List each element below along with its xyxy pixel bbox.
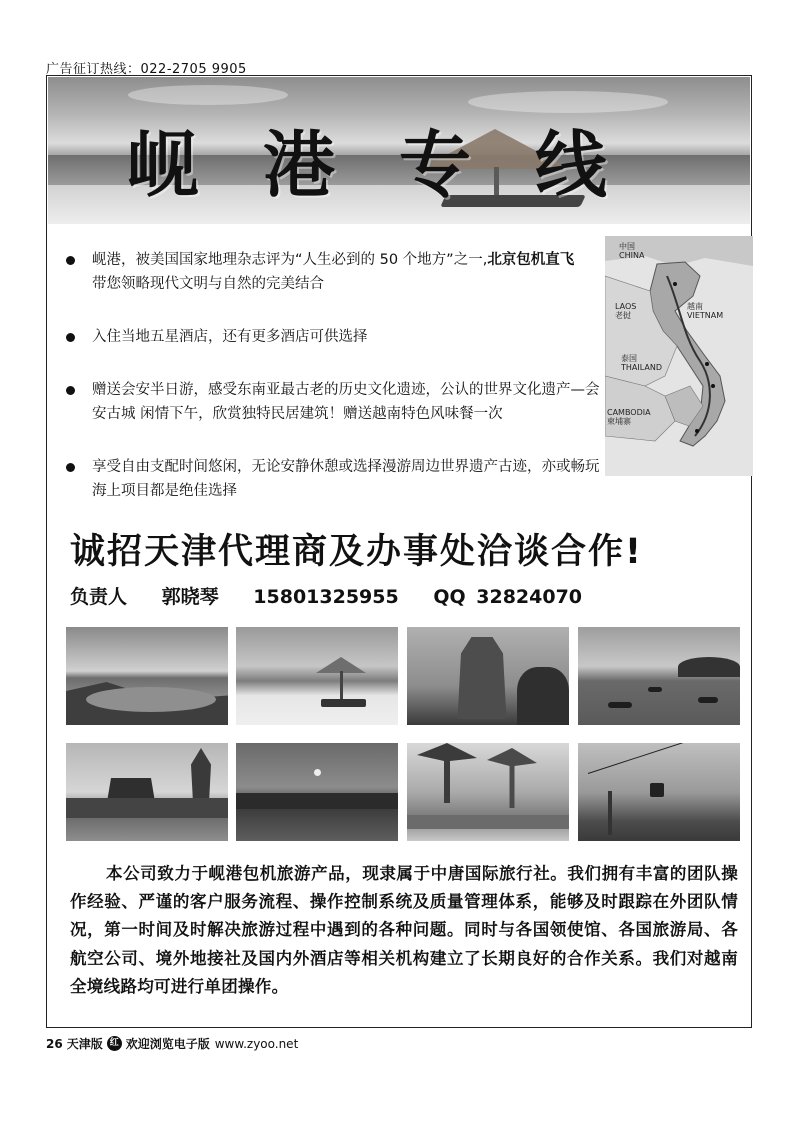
photo-palm-resort — [407, 743, 569, 841]
map-label-vietnam: 越南 VIETNAM — [687, 302, 724, 320]
bullet-icon — [66, 463, 75, 472]
contact-phone: 15801325955 — [253, 586, 399, 608]
feature-highlight: 北京包机直飞 — [487, 252, 575, 268]
photo-bay — [66, 627, 228, 725]
map-label-laos: LAOS 老挝 — [615, 302, 637, 320]
website-link[interactable]: www.zyoo.net — [214, 1036, 299, 1051]
edition-label: 天津版 — [66, 1037, 103, 1051]
vietnam-map — [605, 236, 753, 476]
feature-item: 赠送会安半日游，感受东南亚最古老的历史文化遗迹，公认的世界文化遗产—会安古城 闲情下午，欣赏独特民居建筑！赠送越南特色风味餐一次 — [66, 378, 611, 426]
feature-item: 享受自由支配时间悠闲，无论安静休憩或选择漫游周边世界遗产古迹，亦或畅玩海上项目都是绝佳选择 — [66, 455, 611, 503]
ad-hotline: 广告征订热线：022-2705 9905 — [46, 62, 247, 77]
map-label-china: 中国 CHINA — [619, 242, 645, 260]
bullet-icon — [66, 333, 75, 342]
bullet-icon — [66, 256, 75, 265]
brand-badge-icon: 红 — [107, 1036, 122, 1051]
page-number: 26 — [46, 1036, 63, 1051]
bullet-icon — [66, 386, 75, 395]
footer-slogan: 欢迎浏览电子版 — [125, 1037, 210, 1051]
feature-item: 岘港，被美国国家地理杂志评为“人生必到的 50 个地方”之一,北京包机直飞 带您领略现代文明与自然的完美结合 — [66, 248, 611, 296]
feature-list — [66, 248, 611, 532]
banner-title: 岘港专线 — [126, 123, 671, 207]
contact-line — [70, 582, 606, 609]
photo-imperial-city — [66, 743, 228, 841]
contact-role: 负责人 — [70, 586, 128, 608]
photo-temple-ruins — [407, 627, 569, 725]
recruit-title: 诚招天津代理商及办事处洽谈合作! — [70, 532, 643, 572]
company-intro: 本公司致力于岘港包机旅游产品，现隶属于中唐国际旅行社。我们拥有丰富的团队操作经验、严谨的客户服务流程、操作控制系统及质量管理体系，能够及时跟踪在外团队情况，第一时间及时解决旅游过程中遇到的各种问题。同时与各国领使馆、各国旅游局、各航空公司、境外地接社及国内外酒店等相关机构建立了长期良好的合作关系。我们对越南全境线路均可进行单团操作。 — [70, 864, 738, 996]
feature-item: 入住当地五星酒店，还有更多酒店可供选择 — [66, 325, 611, 349]
page-footer — [46, 1035, 298, 1052]
photo-cable-car — [578, 743, 740, 841]
banner-image — [48, 77, 750, 224]
photo-river-dusk — [236, 743, 398, 841]
photo-beach-umbrella — [236, 627, 398, 725]
map-label-thailand: 泰国 THAILAND — [621, 354, 662, 372]
contact-qq: QQ 32824070 — [433, 586, 583, 608]
contact-name: 郭晓琴 — [161, 586, 219, 608]
map-label-cambodia: CAMBODIA 柬埔寨 — [607, 408, 651, 426]
photo-fishing-boats — [578, 627, 740, 725]
